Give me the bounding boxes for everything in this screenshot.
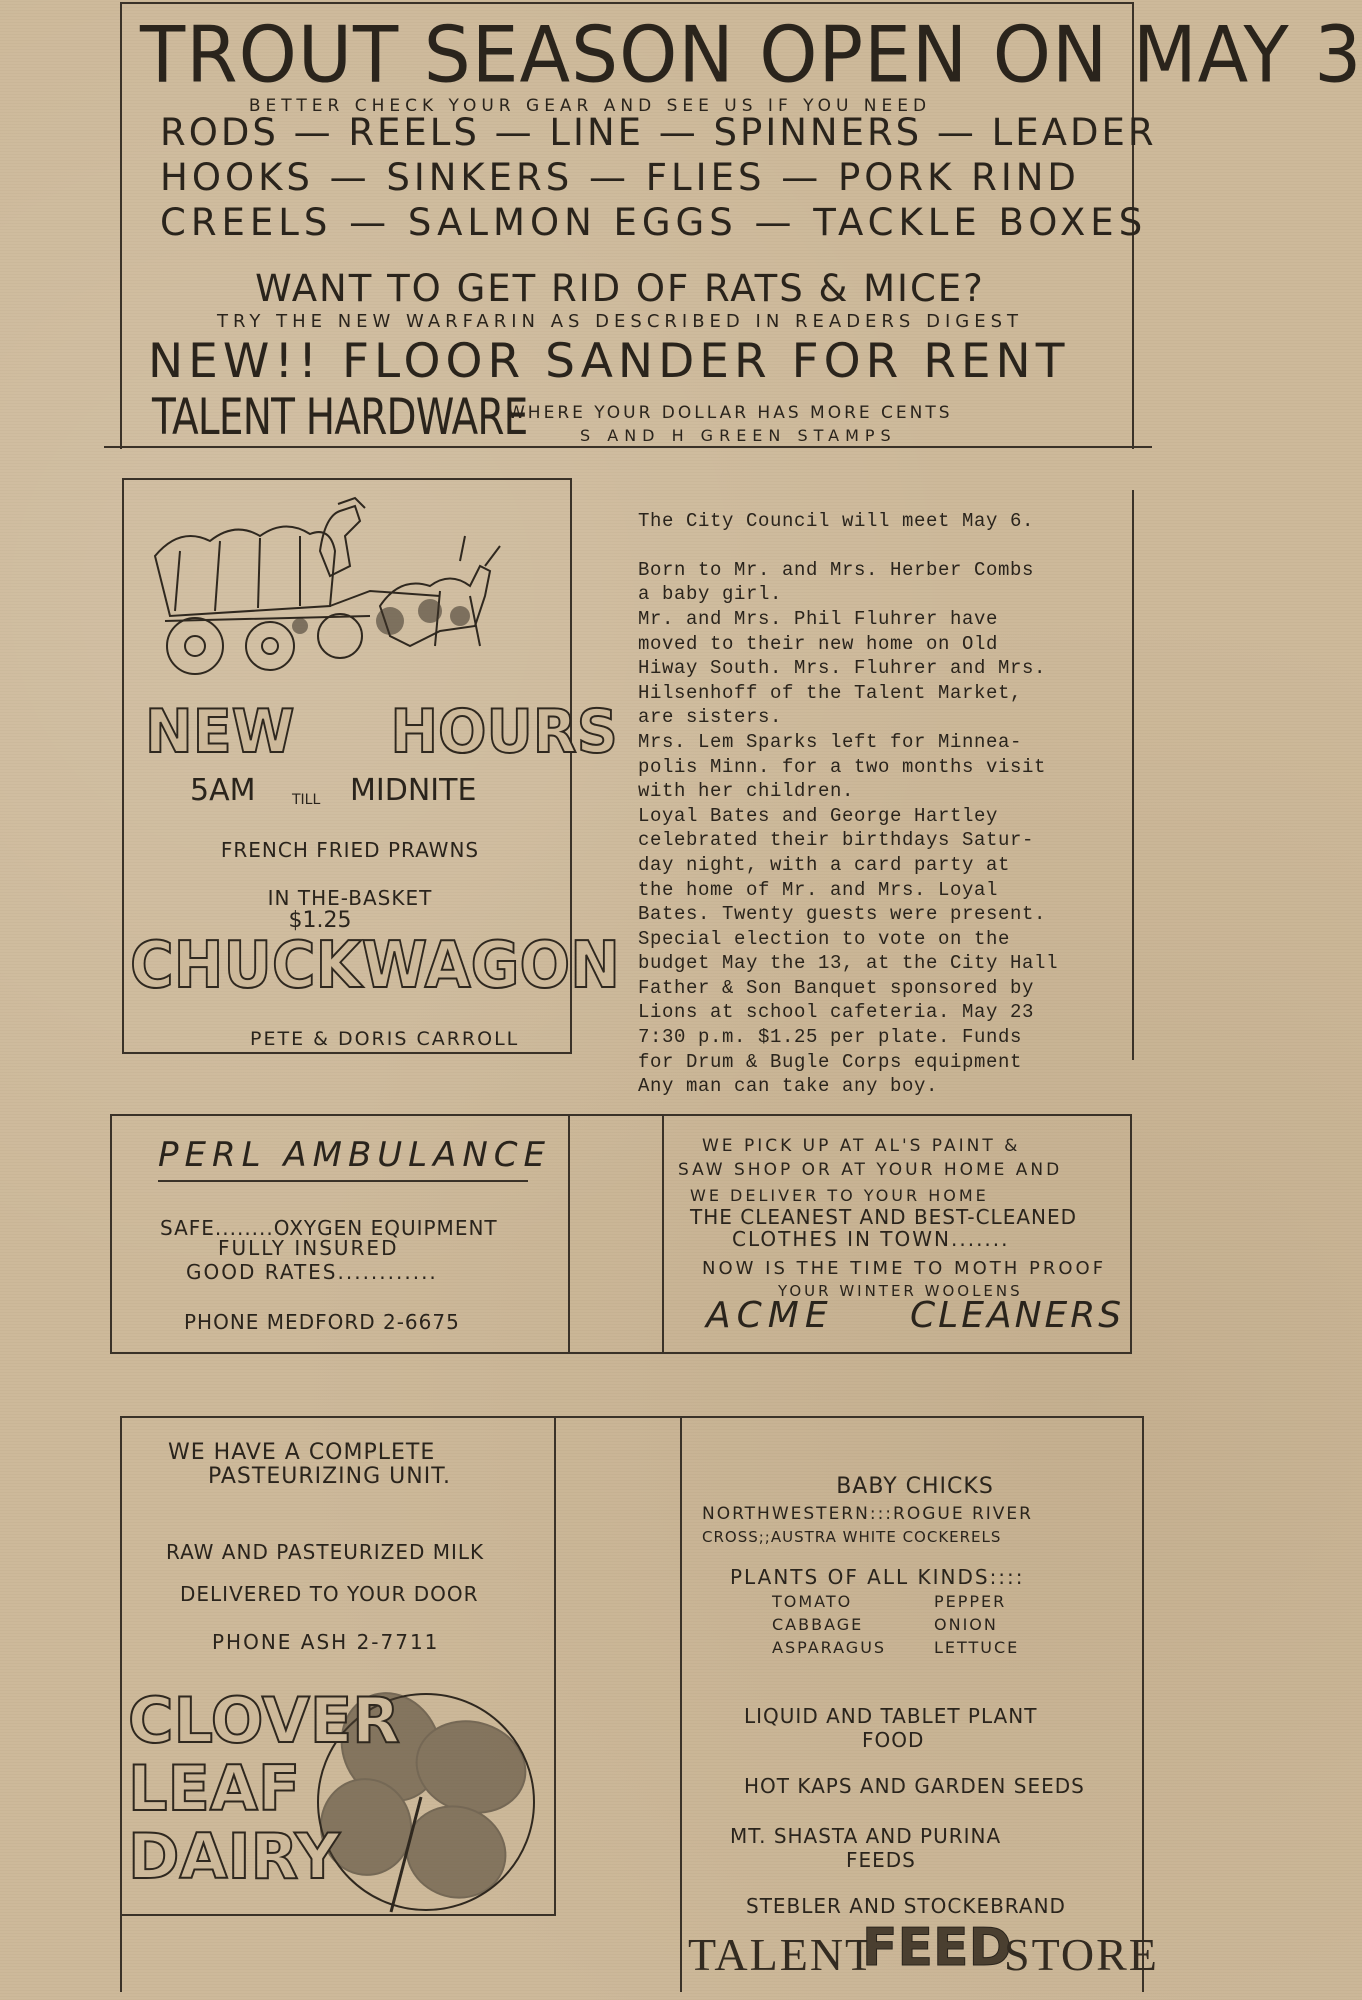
cleaners-line-6: NOW IS THE TIME TO MOTH PROOF <box>702 1258 1107 1279</box>
dairy-line-1: WE HAVE A COMPLETE <box>168 1440 436 1465</box>
news-line: Mrs. Lem Sparks left for Minnea- <box>638 730 1023 753</box>
trout-gear-line-3: CREELS — SALMON EGGS — TACKLE BOXES <box>160 201 1148 244</box>
news-column <box>638 484 1138 1099</box>
news-line: are sisters. <box>638 706 783 729</box>
ambulance-title: PERL AMBULANCE <box>158 1135 552 1175</box>
new-hours-heading: NEW HOURS <box>145 697 618 767</box>
ad-divider-2 <box>662 1114 664 1354</box>
hardware-ad-bottom-rule <box>104 446 1152 448</box>
trout-gear-line-1: RODS — REELS — LINE — SPINNERS — LEADER <box>160 111 1157 154</box>
dairy-name-1: CLOVER <box>128 1684 400 1757</box>
news-line: Mr. and Mrs. Phil Fluhrer have <box>638 607 999 630</box>
hot-kaps: HOT KAPS AND GARDEN SEEDS <box>744 1774 1085 1798</box>
hours-from: 5AM <box>190 773 256 808</box>
warfarin-line: TRY THE NEW WARFARIN AS DESCRIBED IN READERS DIGEST <box>217 311 1023 332</box>
dairy-line-3: RAW AND PASTEURIZED MILK <box>166 1540 485 1564</box>
news-line: Hiway South. Mrs. Fluhrer and Mrs. <box>638 657 1047 680</box>
floor-sander-line: NEW!! FLOOR SANDER FOR RENT <box>148 334 1070 389</box>
plant-food: FOOD <box>862 1728 925 1752</box>
prawns-price: $1.25 <box>288 908 352 933</box>
feed-store-mid: FEED <box>862 1918 1012 1978</box>
ambulance-line-3: GOOD RATES............ <box>186 1260 438 1284</box>
stebler: STEBLER AND STOCKEBRAND <box>746 1894 1066 1918</box>
news-line: budget May the 13, at the City Hall <box>638 952 1059 975</box>
cleaners-line-1: WE PICK UP AT AL'S PAINT & <box>702 1136 1021 1156</box>
feeds: FEEDS <box>846 1848 916 1872</box>
covered-wagon-illustration <box>140 496 520 686</box>
hours-to: MIDNITE <box>350 773 477 808</box>
cleaners-line-3: WE DELIVER TO YOUR HOME <box>690 1186 989 1205</box>
dairy-name-2: LEAF <box>128 1752 301 1825</box>
prawns-basket: IN THE-BASKET <box>267 886 433 910</box>
news-line: Any man can take any boy. <box>638 1075 939 1098</box>
cleaners-line-7: YOUR WINTER WOOLENS <box>778 1282 1023 1300</box>
hardware-store-name: TALENT HARDWARE <box>152 388 528 446</box>
cleaners-name-right: CLEANERS <box>910 1295 1125 1336</box>
news-line: with her children. <box>638 780 855 803</box>
veg-6: LETTUCE <box>934 1638 1020 1657</box>
cleaners-line-4: THE CLEANEST AND BEST-CLEANED <box>690 1205 1078 1229</box>
news-line: Born to Mr. and Mrs. Herber Combs <box>638 558 1035 581</box>
chick-breeds-2: CROSS;;AUSTRA WHITE COCKERELS <box>702 1528 1002 1546</box>
feed-panel-left-rule <box>680 1416 682 1992</box>
news-line: Father & Son Banquet sponsored by <box>638 976 1035 999</box>
liquid-plant-food: LIQUID AND TABLET PLANT <box>744 1704 1038 1728</box>
news-line: 7:30 p.m. $1.25 per plate. Funds <box>638 1026 1023 1049</box>
news-line: Bates. Twenty guests were present. <box>638 903 1047 926</box>
news-line: the home of Mr. and Mrs. Loyal <box>638 878 999 901</box>
veg-5: ASPARAGUS <box>772 1638 887 1657</box>
hardware-slogan: WHERE YOUR DOLLAR HAS MORE CENTS <box>508 403 953 423</box>
mt-shasta: MT. SHASTA AND PURINA <box>730 1824 1002 1848</box>
feed-store-right: STORE <box>1004 1929 1159 1980</box>
chuckwagon-name: CHUCKWAGON <box>130 929 620 1003</box>
dairy-phone: PHONE ASH 2-7711 <box>212 1630 440 1654</box>
dairy-line-4: DELIVERED TO YOUR DOOR <box>180 1582 479 1606</box>
trout-headline: TROUT SEASON OPEN ON MAY 3 <box>140 9 1362 101</box>
ambulance-line-1: SAFE........OXYGEN EQUIPMENT <box>160 1216 498 1240</box>
feed-store-left: TALENT <box>688 1929 876 1980</box>
news-line <box>638 533 1138 558</box>
news-line: Lions at school cafeteria. May 23 <box>638 1001 1035 1024</box>
chuckwagon-owners: PETE & DORIS CARROLL <box>250 1028 520 1050</box>
news-line: for Drum & Bugle Corps equipment <box>638 1050 1023 1073</box>
veg-2: PEPPER <box>934 1592 1007 1611</box>
dairy-name-3: DAIRY <box>128 1820 340 1893</box>
prawns-item: FRENCH FRIED PRAWNS <box>220 838 480 862</box>
cleaners-line-2: SAW SHOP OR AT YOUR HOME AND <box>678 1160 1063 1180</box>
news-line: a baby girl. <box>638 583 783 606</box>
news-line: Special election to vote on the <box>638 927 1011 950</box>
plants-heading: PLANTS OF ALL KINDS:::: <box>730 1565 1025 1589</box>
veg-1: TOMATO <box>772 1592 853 1611</box>
trout-gear-line-2: HOOKS — SINKERS — FLIES — PORK RIND <box>160 156 1080 199</box>
ambulance-phone: PHONE MEDFORD 2-6675 <box>184 1310 460 1334</box>
green-stamps-line: S AND H GREEN STAMPS <box>580 426 897 445</box>
news-line: The City Council will meet May 6. <box>638 509 1035 532</box>
news-line: day night, with a card party at <box>638 853 1011 876</box>
veg-3: CABBAGE <box>772 1615 864 1634</box>
cleaners-line-5: CLOTHES IN TOWN....... <box>732 1227 1010 1251</box>
news-line: moved to their new home on Old <box>638 632 999 655</box>
ad-divider-1 <box>568 1114 570 1354</box>
baby-chicks: BABY CHICKS <box>836 1474 994 1499</box>
dairy-line-2: PASTEURIZING UNIT. <box>208 1464 452 1489</box>
hours-till: TILL <box>292 792 321 808</box>
ambulance-line-2: FULLY INSURED <box>218 1236 399 1260</box>
ambulance-title-underline <box>158 1180 528 1182</box>
news-line: Loyal Bates and George Hartley <box>638 804 999 827</box>
cleaners-name-left: ACME <box>706 1295 834 1336</box>
rats-headline: WANT TO GET RID OF RATS & MICE? <box>255 267 985 310</box>
news-line: Hilsenhoff of the Talent Market, <box>638 681 1023 704</box>
chick-breeds-1: NORTHWESTERN:::ROGUE RIVER <box>702 1504 1033 1524</box>
veg-4: ONION <box>934 1615 998 1634</box>
news-line: polis Minn. for a two months visit <box>638 755 1047 778</box>
news-line: celebrated their birthdays Satur- <box>638 829 1035 852</box>
trout-intro: BETTER CHECK YOUR GEAR AND SEE US IF YOU NEED <box>248 96 932 116</box>
